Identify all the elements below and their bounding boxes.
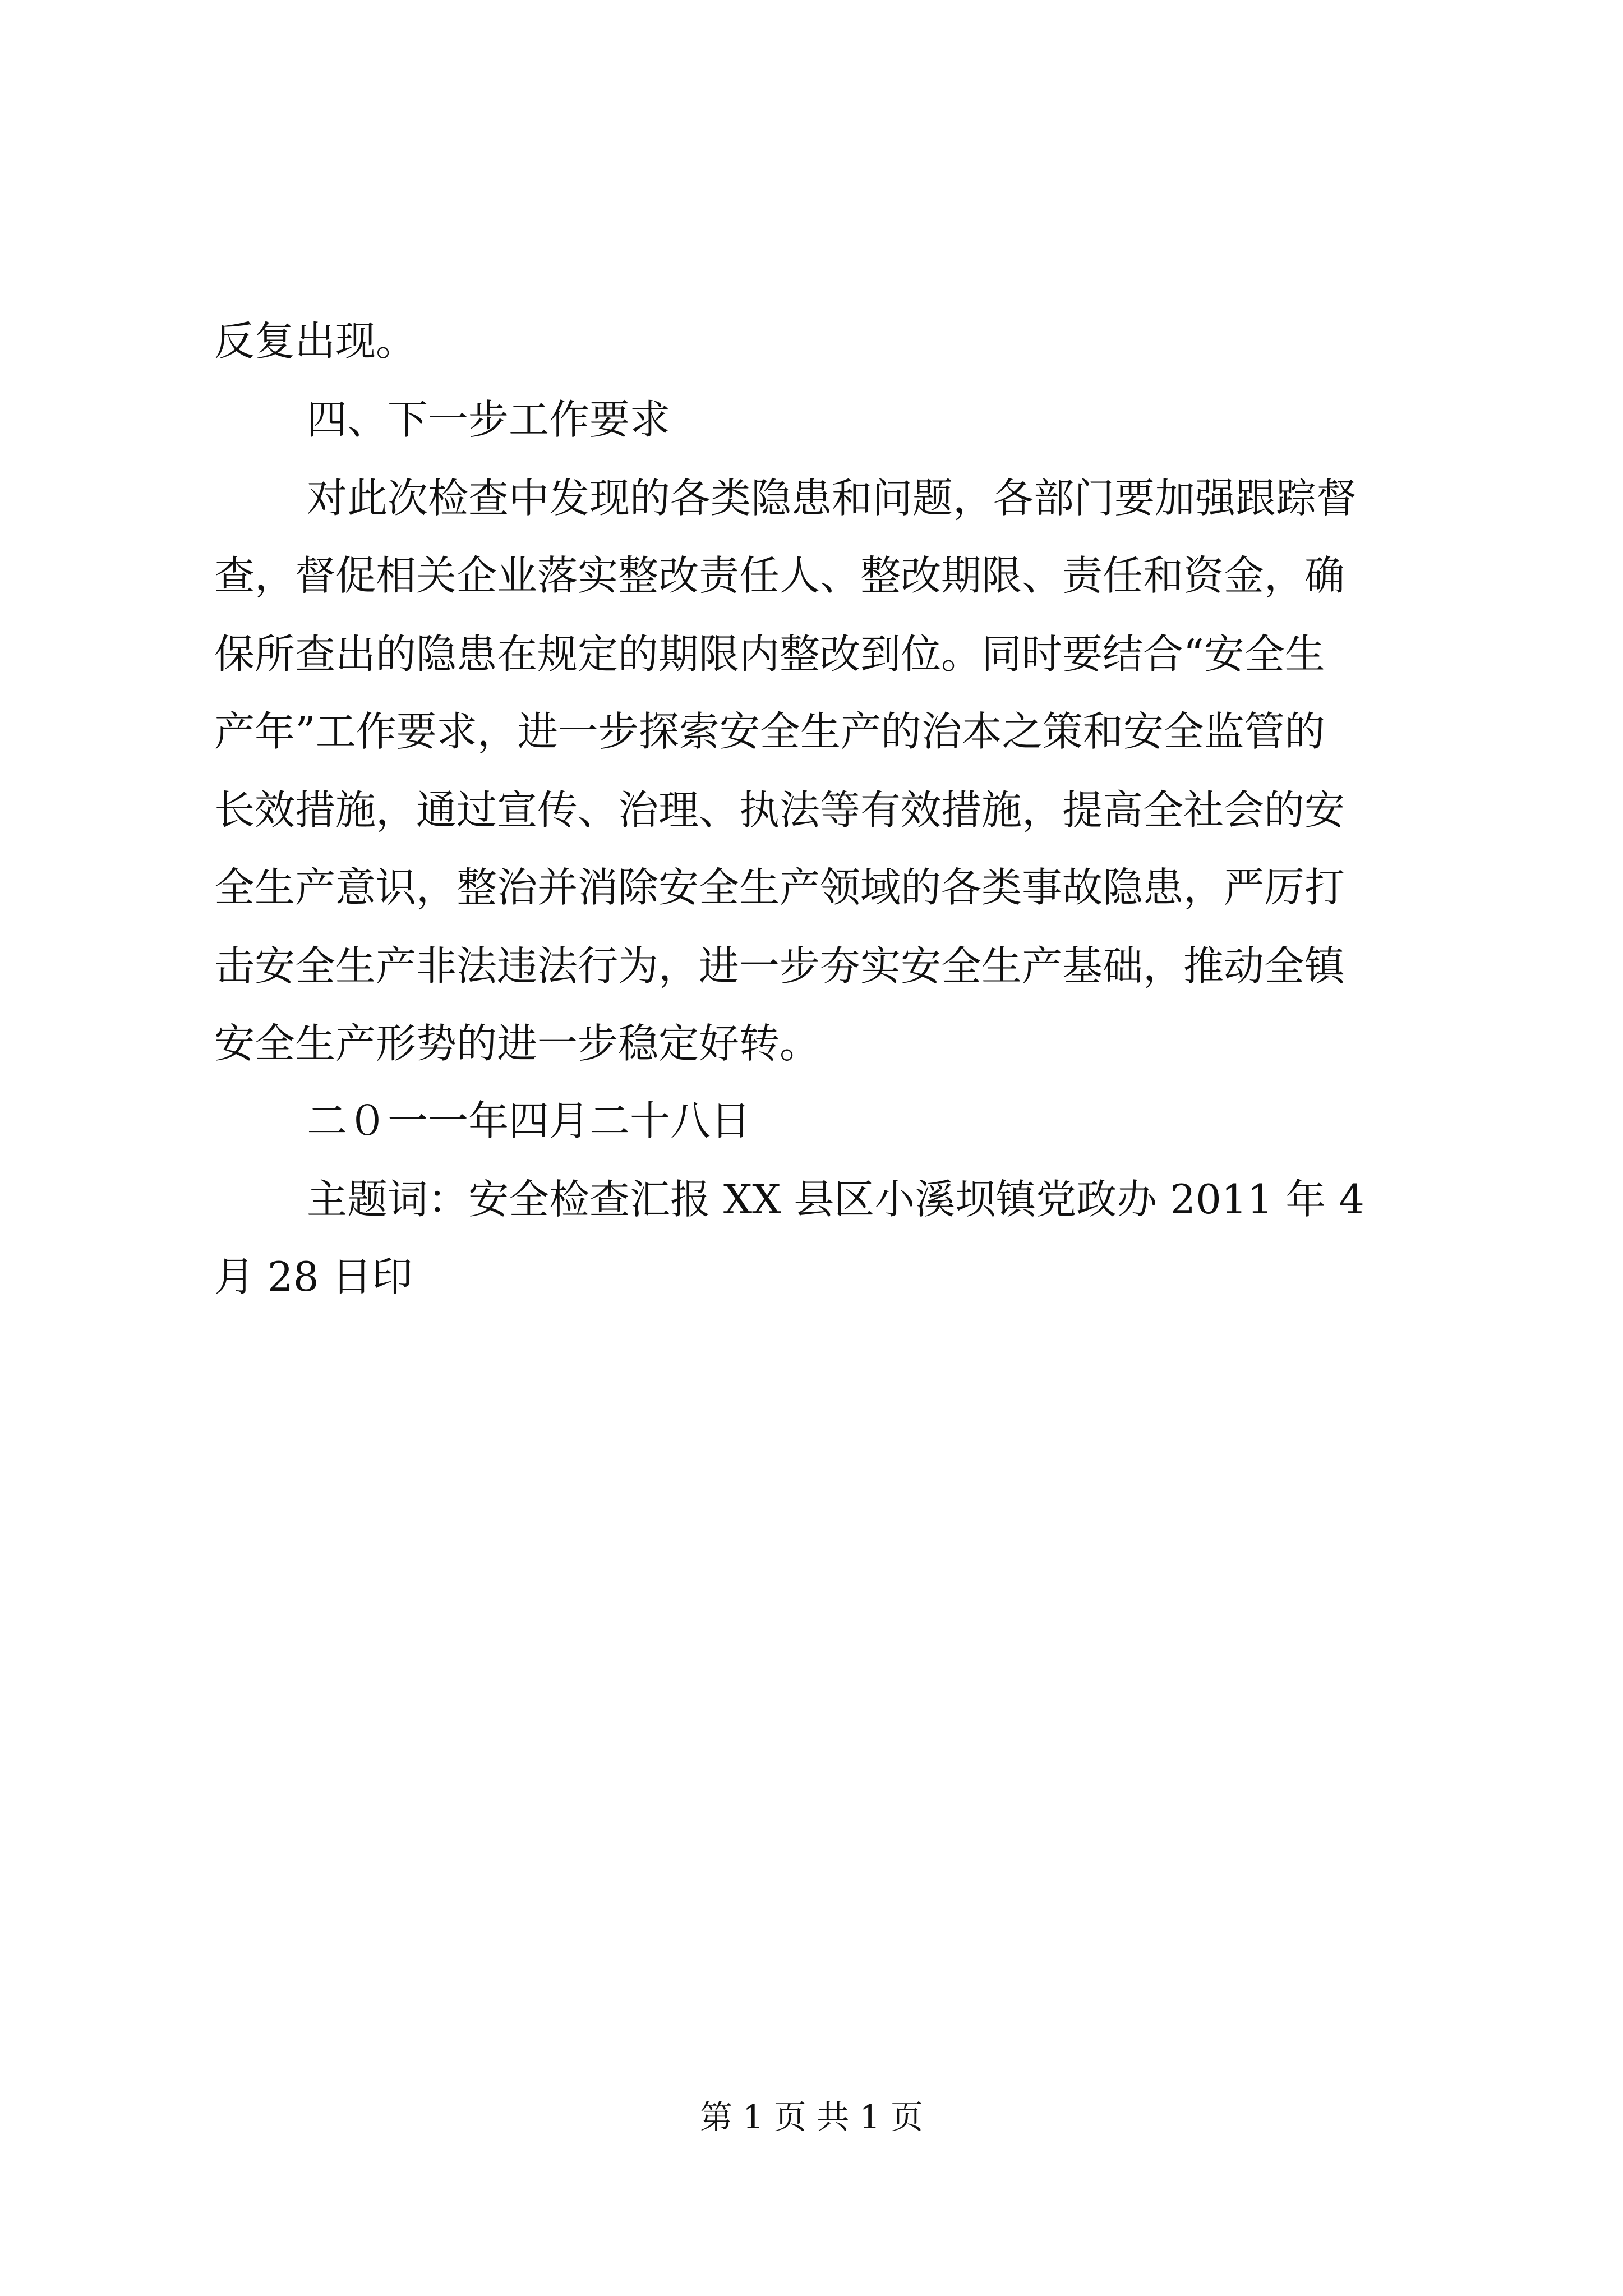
paragraph-line: 产年”工作要求，进一步探索安全生产的治本之策和安全监管的 (214, 708, 1325, 755)
paragraph-line: 查，督促相关企业落实整改责任人、整改期限、责任和资金，确 (214, 552, 1345, 599)
paragraph-line: 击安全生产非法违法行为，进一步夯实安全生产基础，推动全镇 (214, 942, 1345, 990)
paragraph-line: 全生产意识，整治并消除安全生产领域的各类事故隐患，严厉打 (214, 864, 1345, 911)
paragraph-line: 安全生产形势的进一步稳定好转。 (214, 1020, 820, 1067)
text-line-continuation: 反复出现。 (214, 318, 417, 365)
subject-line-continuation: 月 28 日印 (214, 1253, 413, 1300)
page-footer: 第 1 页 共 1 页 (700, 2098, 923, 2136)
section-heading: 四、下一步工作要求 (307, 396, 671, 443)
paragraph-line: 对此次检查中发现的各类隐患和问题，各部门要加强跟踪督 (307, 475, 1357, 522)
paragraph-line: 保所查出的隐患在规定的期限内整改到位。同时要结合“安全生 (214, 631, 1325, 678)
subject-line: 主题词：安全检查汇报 XX 县区小溪坝镇党政办 2011 年 4 (307, 1176, 1364, 1223)
date-line: 二０一一年四月二十八日 (307, 1097, 751, 1144)
paragraph-line: 长效措施，通过宣传、治理、执法等有效措施，提高全社会的安 (214, 786, 1345, 834)
